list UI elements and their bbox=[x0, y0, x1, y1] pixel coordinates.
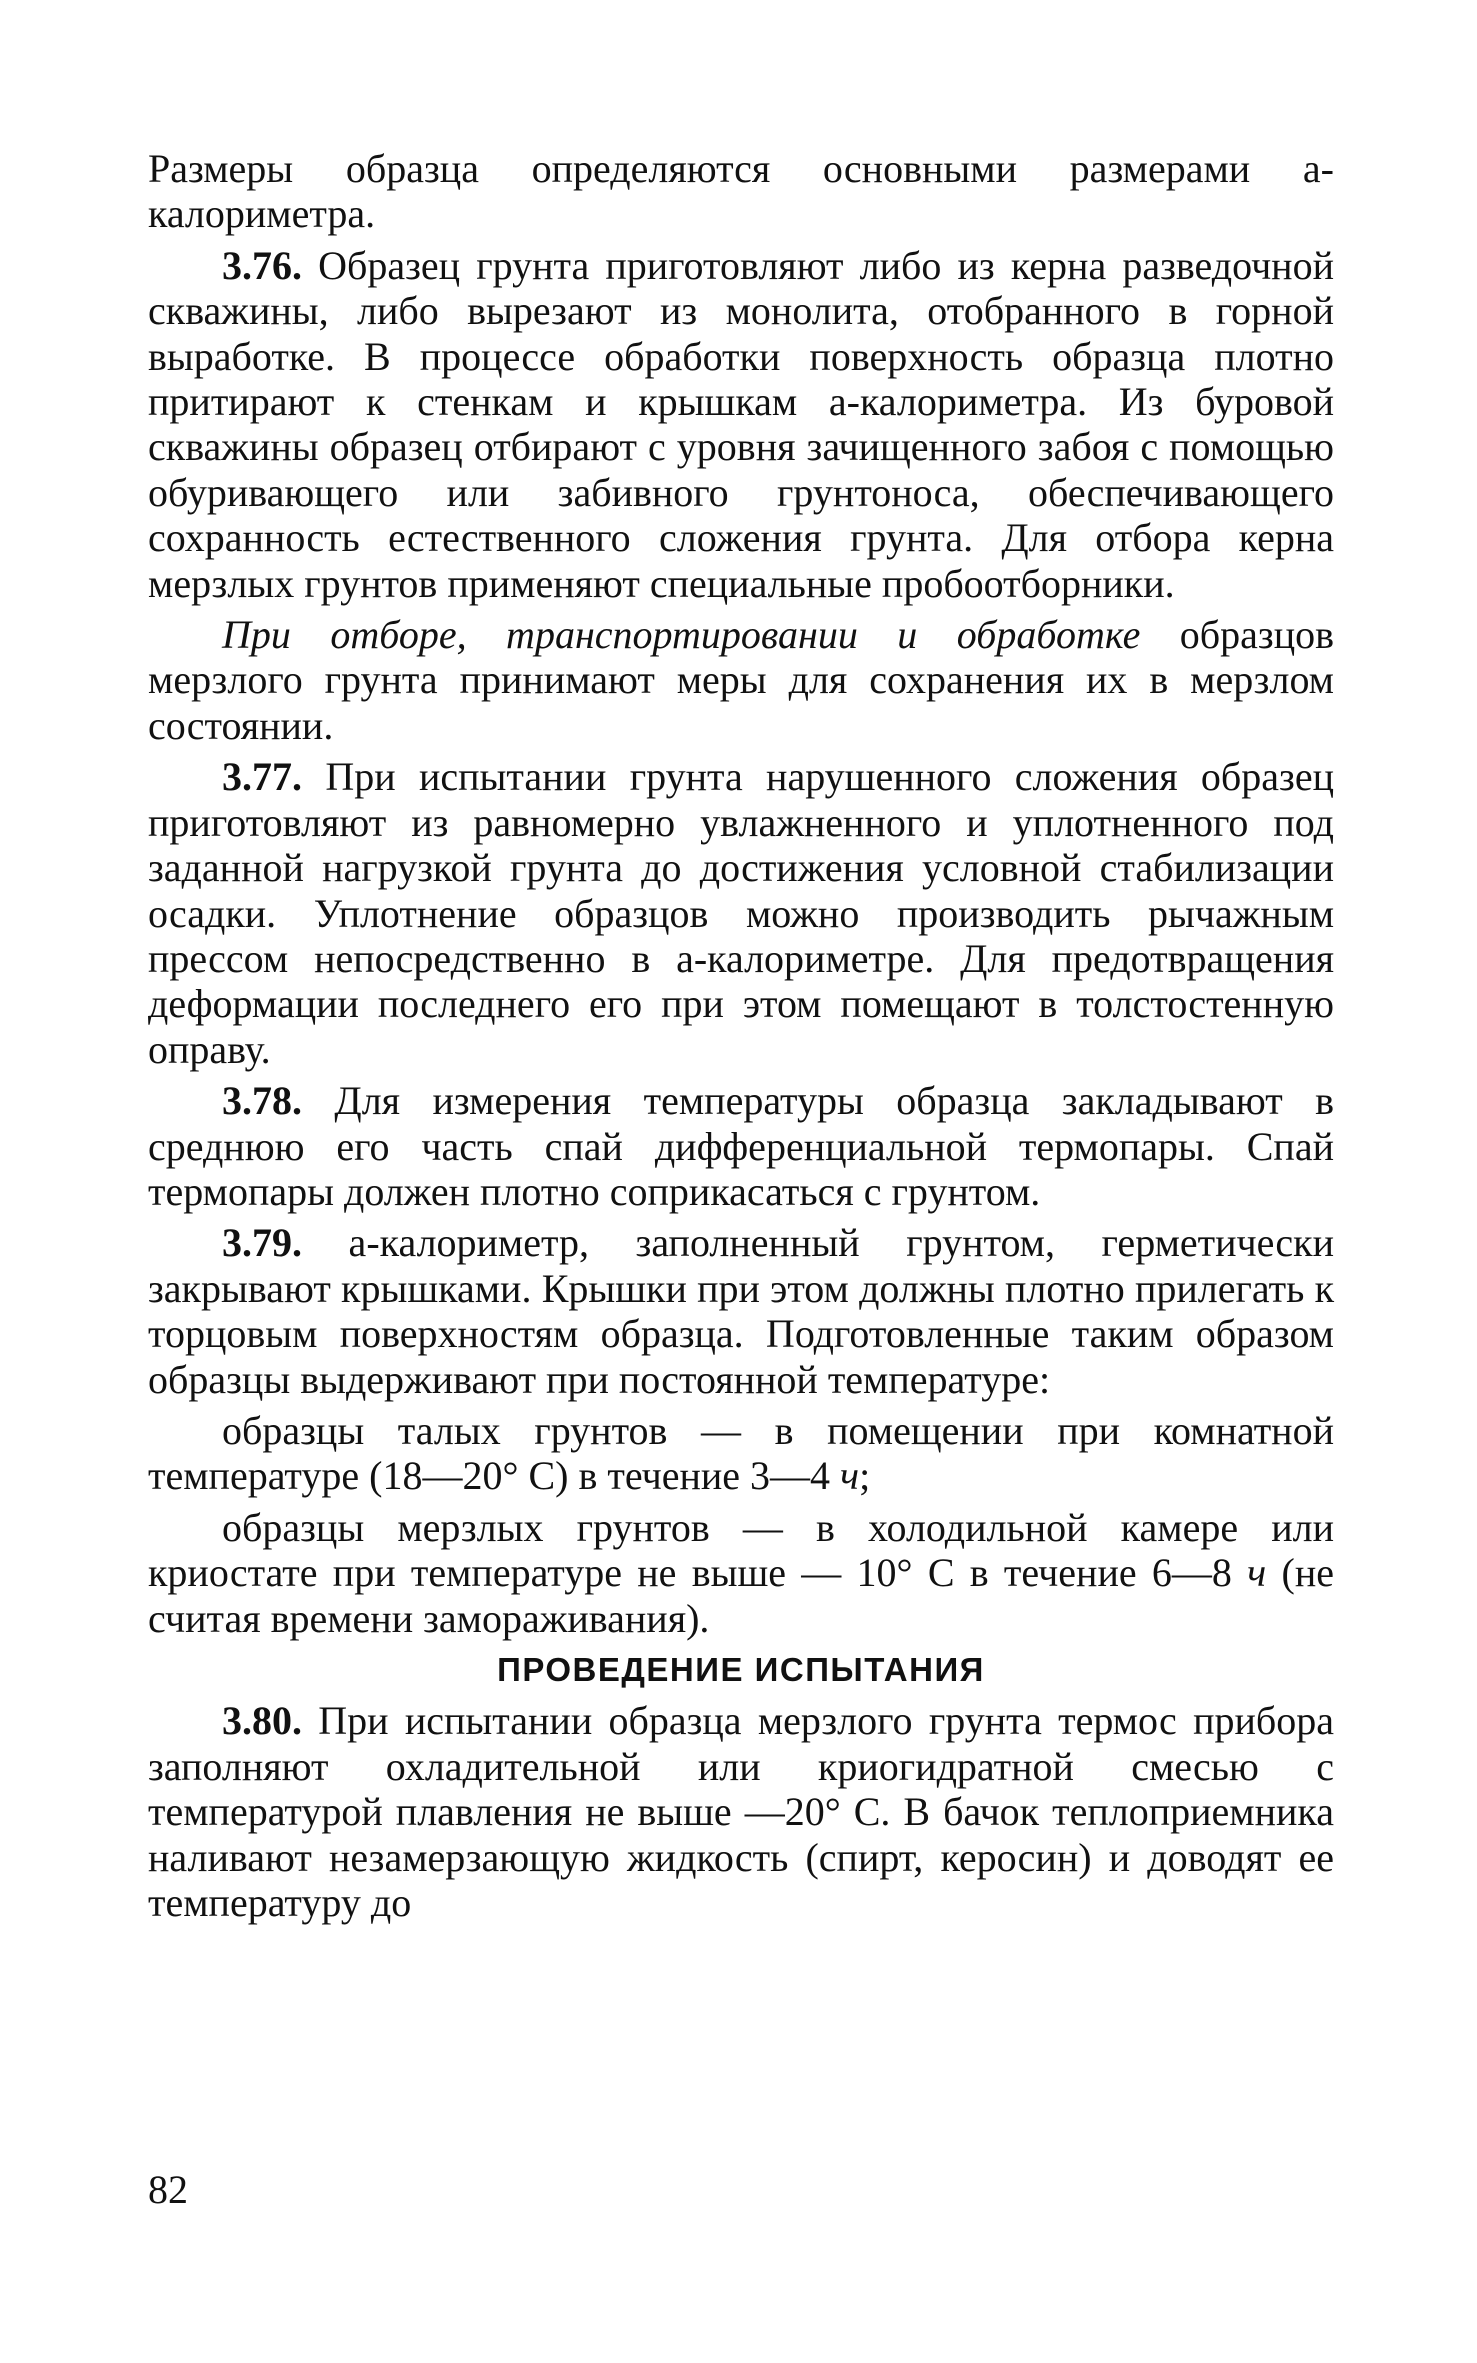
section-number: 3.77. bbox=[222, 754, 302, 800]
unit-hours: ч bbox=[840, 1453, 860, 1499]
unit-hours: ч bbox=[1247, 1550, 1267, 1596]
paragraph-continuation bbox=[148, 146, 1334, 237]
paragraph-3-76 bbox=[148, 243, 1334, 606]
paragraph-text: Для измерения температуры образца закладывают в среднюю его часть спай дифференциальной термопары. Спай термопары должен плотно соприкасаться с грунтом. bbox=[148, 1078, 1334, 1214]
paragraph-text-end: ; bbox=[859, 1453, 871, 1499]
section-number: 3.78. bbox=[222, 1078, 302, 1124]
list-item-frozen bbox=[148, 1505, 1334, 1641]
paragraph-text: а-калориметр, заполненный грунтом, герметически закрывают крышками. Крышки при этом должны плотно прилегать к торцовым поверхностям образца. Подготовленные таким образом образцы выдерживают при постоянной температуре: bbox=[148, 1220, 1334, 1402]
page-body bbox=[148, 146, 1334, 1931]
paragraph-3-80 bbox=[148, 1698, 1334, 1925]
paragraph-text: образцы талых грунтов — в помещении при комнатной температуре (18—20° С) в течение 3—4 bbox=[148, 1407, 1334, 1499]
paragraph-frozen-samples bbox=[148, 612, 1334, 748]
section-heading: ПРОВЕДЕНИЕ ИСПЫТАНИЯ bbox=[497, 1651, 985, 1688]
paragraph-text: Образец грунта приготовляют либо из керна разведочной скважины, либо вырезают из монолита, отобранного в горной выработке. В процессе обработки поверхность образца плотно притирают к стенкам и крышкам а-калориметра. Из буровой скважины образец отбирают с уровня зачищенного забоя с помощью обуривающего или забивного грунтоноса, обеспечивающего сохранность естественного сложения грунта. Для отбора керна мерзлых грунтов применяют специальные пробоотборники. bbox=[148, 242, 1334, 606]
paragraph-text: Размеры образца определяются основными размерами а-калориметра. bbox=[148, 146, 1334, 237]
paragraph-text: При испытании образца мерзлого грунта термос прибора заполняют охладительной или криогидратной смесью с температурой плавления не выше —20° С. В бачок теплоприемника наливают незамерзающую жидкость (спирт, керосин) и доводят ее температуру до bbox=[148, 1698, 1334, 1926]
section-number: 3.79. bbox=[222, 1220, 302, 1266]
paragraph-3-77 bbox=[148, 754, 1334, 1072]
paragraph-3-78 bbox=[148, 1078, 1334, 1214]
paragraph-3-79 bbox=[148, 1220, 1334, 1402]
section-number: 3.76. bbox=[222, 242, 302, 288]
paragraph-text: При испытании грунта нарушенного сложения образец приготовляют из равномерно увлажненного и уплотненного под заданной нагрузкой грунта до достижения условной стабилизации осадки. Уплотнение образцов можно производить рычажным прессом непосредственно в а-калориметре. Для предотвращения деформации последнего его при этом помещают в толстостенную оправу. bbox=[148, 754, 1334, 1072]
paragraph-text: образцов мерзлого грунта принимают меры для сохранения их в мерзлом состоянии. bbox=[148, 612, 1334, 748]
paragraph-text: образцы мерзлых грунтов — в холодильной камере или криостате при температуре не выше — 10° С в течение 6—8 bbox=[148, 1504, 1334, 1596]
section-number: 3.80. bbox=[222, 1698, 302, 1744]
paragraph-text-end: (не считая времени замораживания). bbox=[148, 1550, 1335, 1641]
list-item-thawed bbox=[148, 1408, 1334, 1499]
italic-text: При отборе, транспортировании и обработке bbox=[222, 612, 1141, 658]
page-number: 82 bbox=[148, 2167, 188, 2212]
